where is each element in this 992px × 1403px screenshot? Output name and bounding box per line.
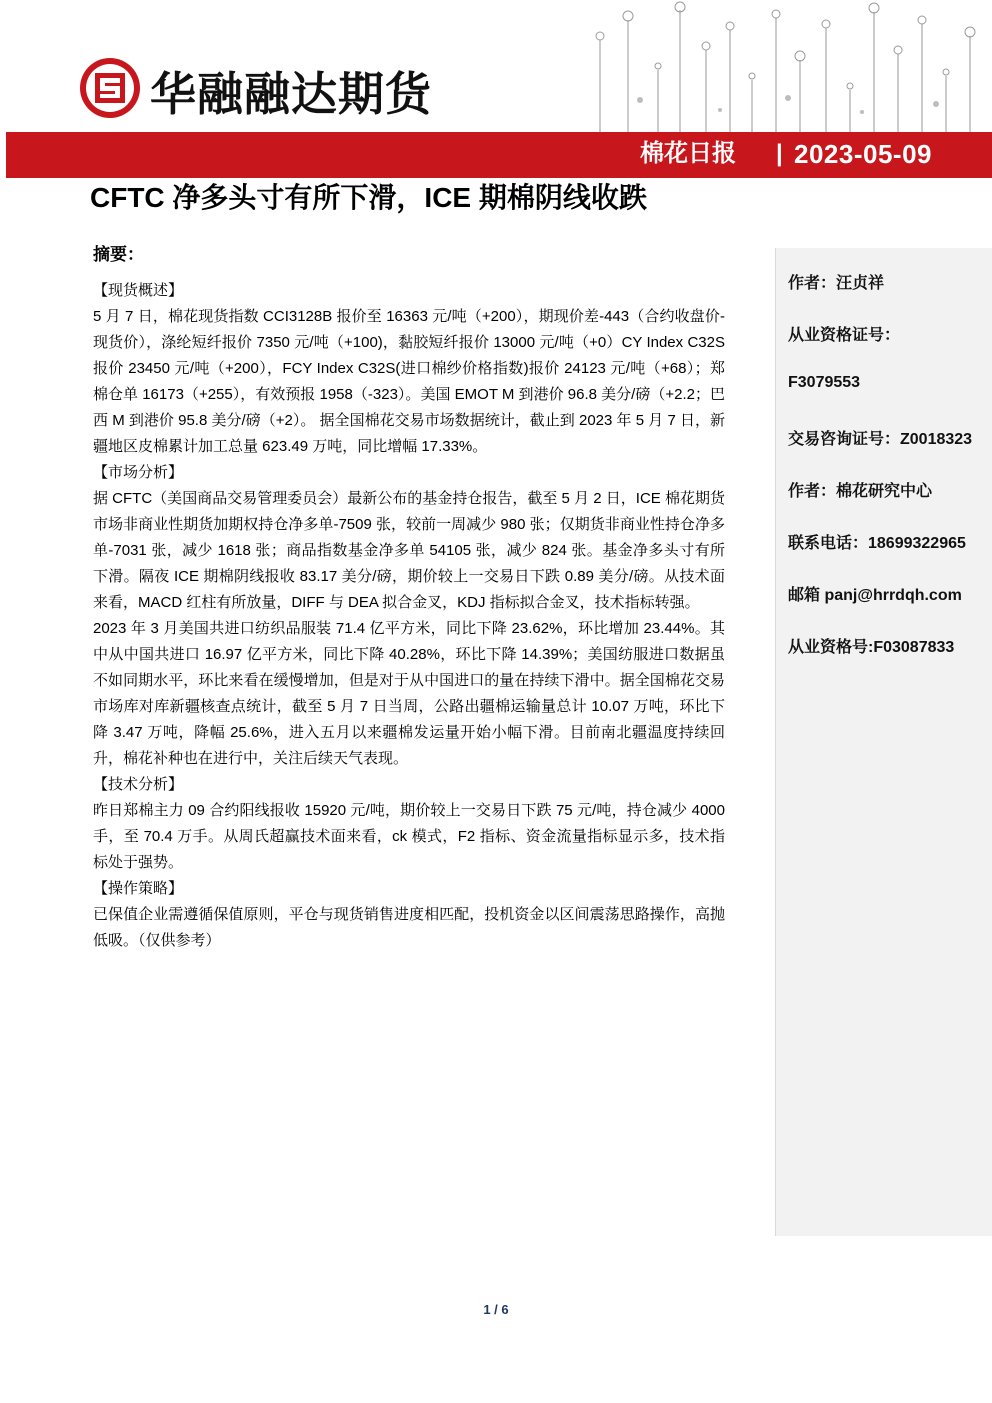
section-strategy (93, 876, 725, 954)
section-technical-analysis (93, 772, 725, 876)
section-paragraph: 5 月 7 日，棉花现货指数 CCI3128B 报价至 16363 元/吨（+200），期现价差-443（合约收盘价-现货价），涤纶短纤报价 7350 元/吨（+100)，黏胶短纤报价 13000 元/吨（+0）CY Index C32S 报价 23450 元/吨（+200），FCY Index C32S(进口棉纱价格指数)报价 24123 元/吨（+68）；郑棉仓单 16173（+255），有效预报 1958（-323）。美国 EMOT M 到港价 96.8 美分/磅（+2.2；巴西 M 到港价 95.8 美分/磅（+2）。 据全国棉花交易市场数据统计，截止到 2023 年 5 月 7 日，新疆地区皮棉累计加工总量 623.49 万吨，同比增幅 17.33%。 (93, 308, 725, 455)
contact-email[interactable]: 邮箱 panj@hrrdqh.com (788, 587, 962, 604)
section-heading: 【现货概述】 (93, 282, 184, 299)
company-logo-icon (78, 56, 142, 120)
company-name: 华融融达期货 (150, 67, 432, 121)
section-paragraph: 2023 年 3 月美国共进口纺织品服装 71.4 亿平方米，同比下降 23.62%，环比增加 23.44%。其中从中国共进口 16.97 亿平方米，同比下降 40.28%，环比下降 14.39%；美国纺服进口数据虽不如同期水平，环比来看在缓慢增加，但是对于从中国进口的量在持续下滑中。据全国棉花交易市场库对库新疆核查点统计，截至 5 月 7 日当周，公路出疆棉运输量总计 10.07 万吨，环比下降 3.47 万吨，降幅 25.6%，进入五月以来疆棉发运量开始小幅下滑。目前南北疆温度持续回升，棉花补种也在进行中，关注后续天气表现。 (93, 620, 725, 767)
section-heading: 【市场分析】 (93, 464, 184, 481)
section-paragraph: 已保值企业需遵循保值原则，平仓与现货销售进度相匹配，投机资金以区间震荡思路操作，高抛低吸。（仅供参考） (93, 906, 725, 949)
qualification-number: F3079553 (788, 374, 861, 391)
header-separator: | (776, 140, 783, 167)
author-sidebar (775, 248, 992, 1236)
section-paragraph: 昨日郑棉主力 09 合约阳线报收 15920 元/吨，期价较上一交易日下跌 75 元/吨，持仓减少 4000 手，至 70.4 万手。从周氏超赢技术面来看，ck 模式，F2 指标、资金流量指标显示多，技术指标处于强势。 (93, 802, 725, 871)
report-body (93, 278, 725, 954)
report-type: 棉花日报 (640, 140, 736, 167)
qualification-label: 从业资格证号： (788, 327, 901, 344)
section-market-analysis (93, 460, 725, 772)
author-name: 作者：汪贞祥 (788, 275, 885, 292)
section-heading: 【操作策略】 (93, 880, 184, 897)
author-team: 作者：棉花研究中心 (788, 483, 933, 500)
consult-number: 交易咨询证号：Z0018323 (788, 431, 973, 448)
page-title: CFTC 净多头寸有所下滑，ICE 期棉阴线收跌 (90, 182, 647, 213)
header-decoration (580, 0, 992, 135)
contact-phone: 联系电话：18699322965 (788, 535, 966, 552)
section-heading: 【技术分析】 (93, 776, 184, 793)
page-number: 1 / 6 (483, 1302, 509, 1317)
qualification-number-2: 从业资格号:F03087833 (788, 639, 955, 656)
section-paragraph: 据 CFTC（美国商品交易管理委员会）最新公布的基金持仓报告，截至 5 月 2 日，ICE 棉花期货市场非商业性期货加期权持仓净多单-7509 张，较前一周减少 980 张；仅期货非商业性持仓净多单-7031 张，减少 1618 张；商品指数基金净多单 54105 张，减少 824 张。基金净多头寸有所下滑。隔夜 ICE 期棉阴线报收 83.17 美分/磅，期价较上一交易日下跌 0.89 美分/磅。从技术面来看，MACD 红柱有所放量，DIFF 与 DEA 拟合金叉，KDJ 指标拟合金叉，技术指标转强。 (93, 490, 725, 611)
report-date: 2023-05-09 (794, 139, 932, 169)
summary-label: 摘要： (93, 245, 144, 264)
section-spot-overview (93, 278, 725, 460)
